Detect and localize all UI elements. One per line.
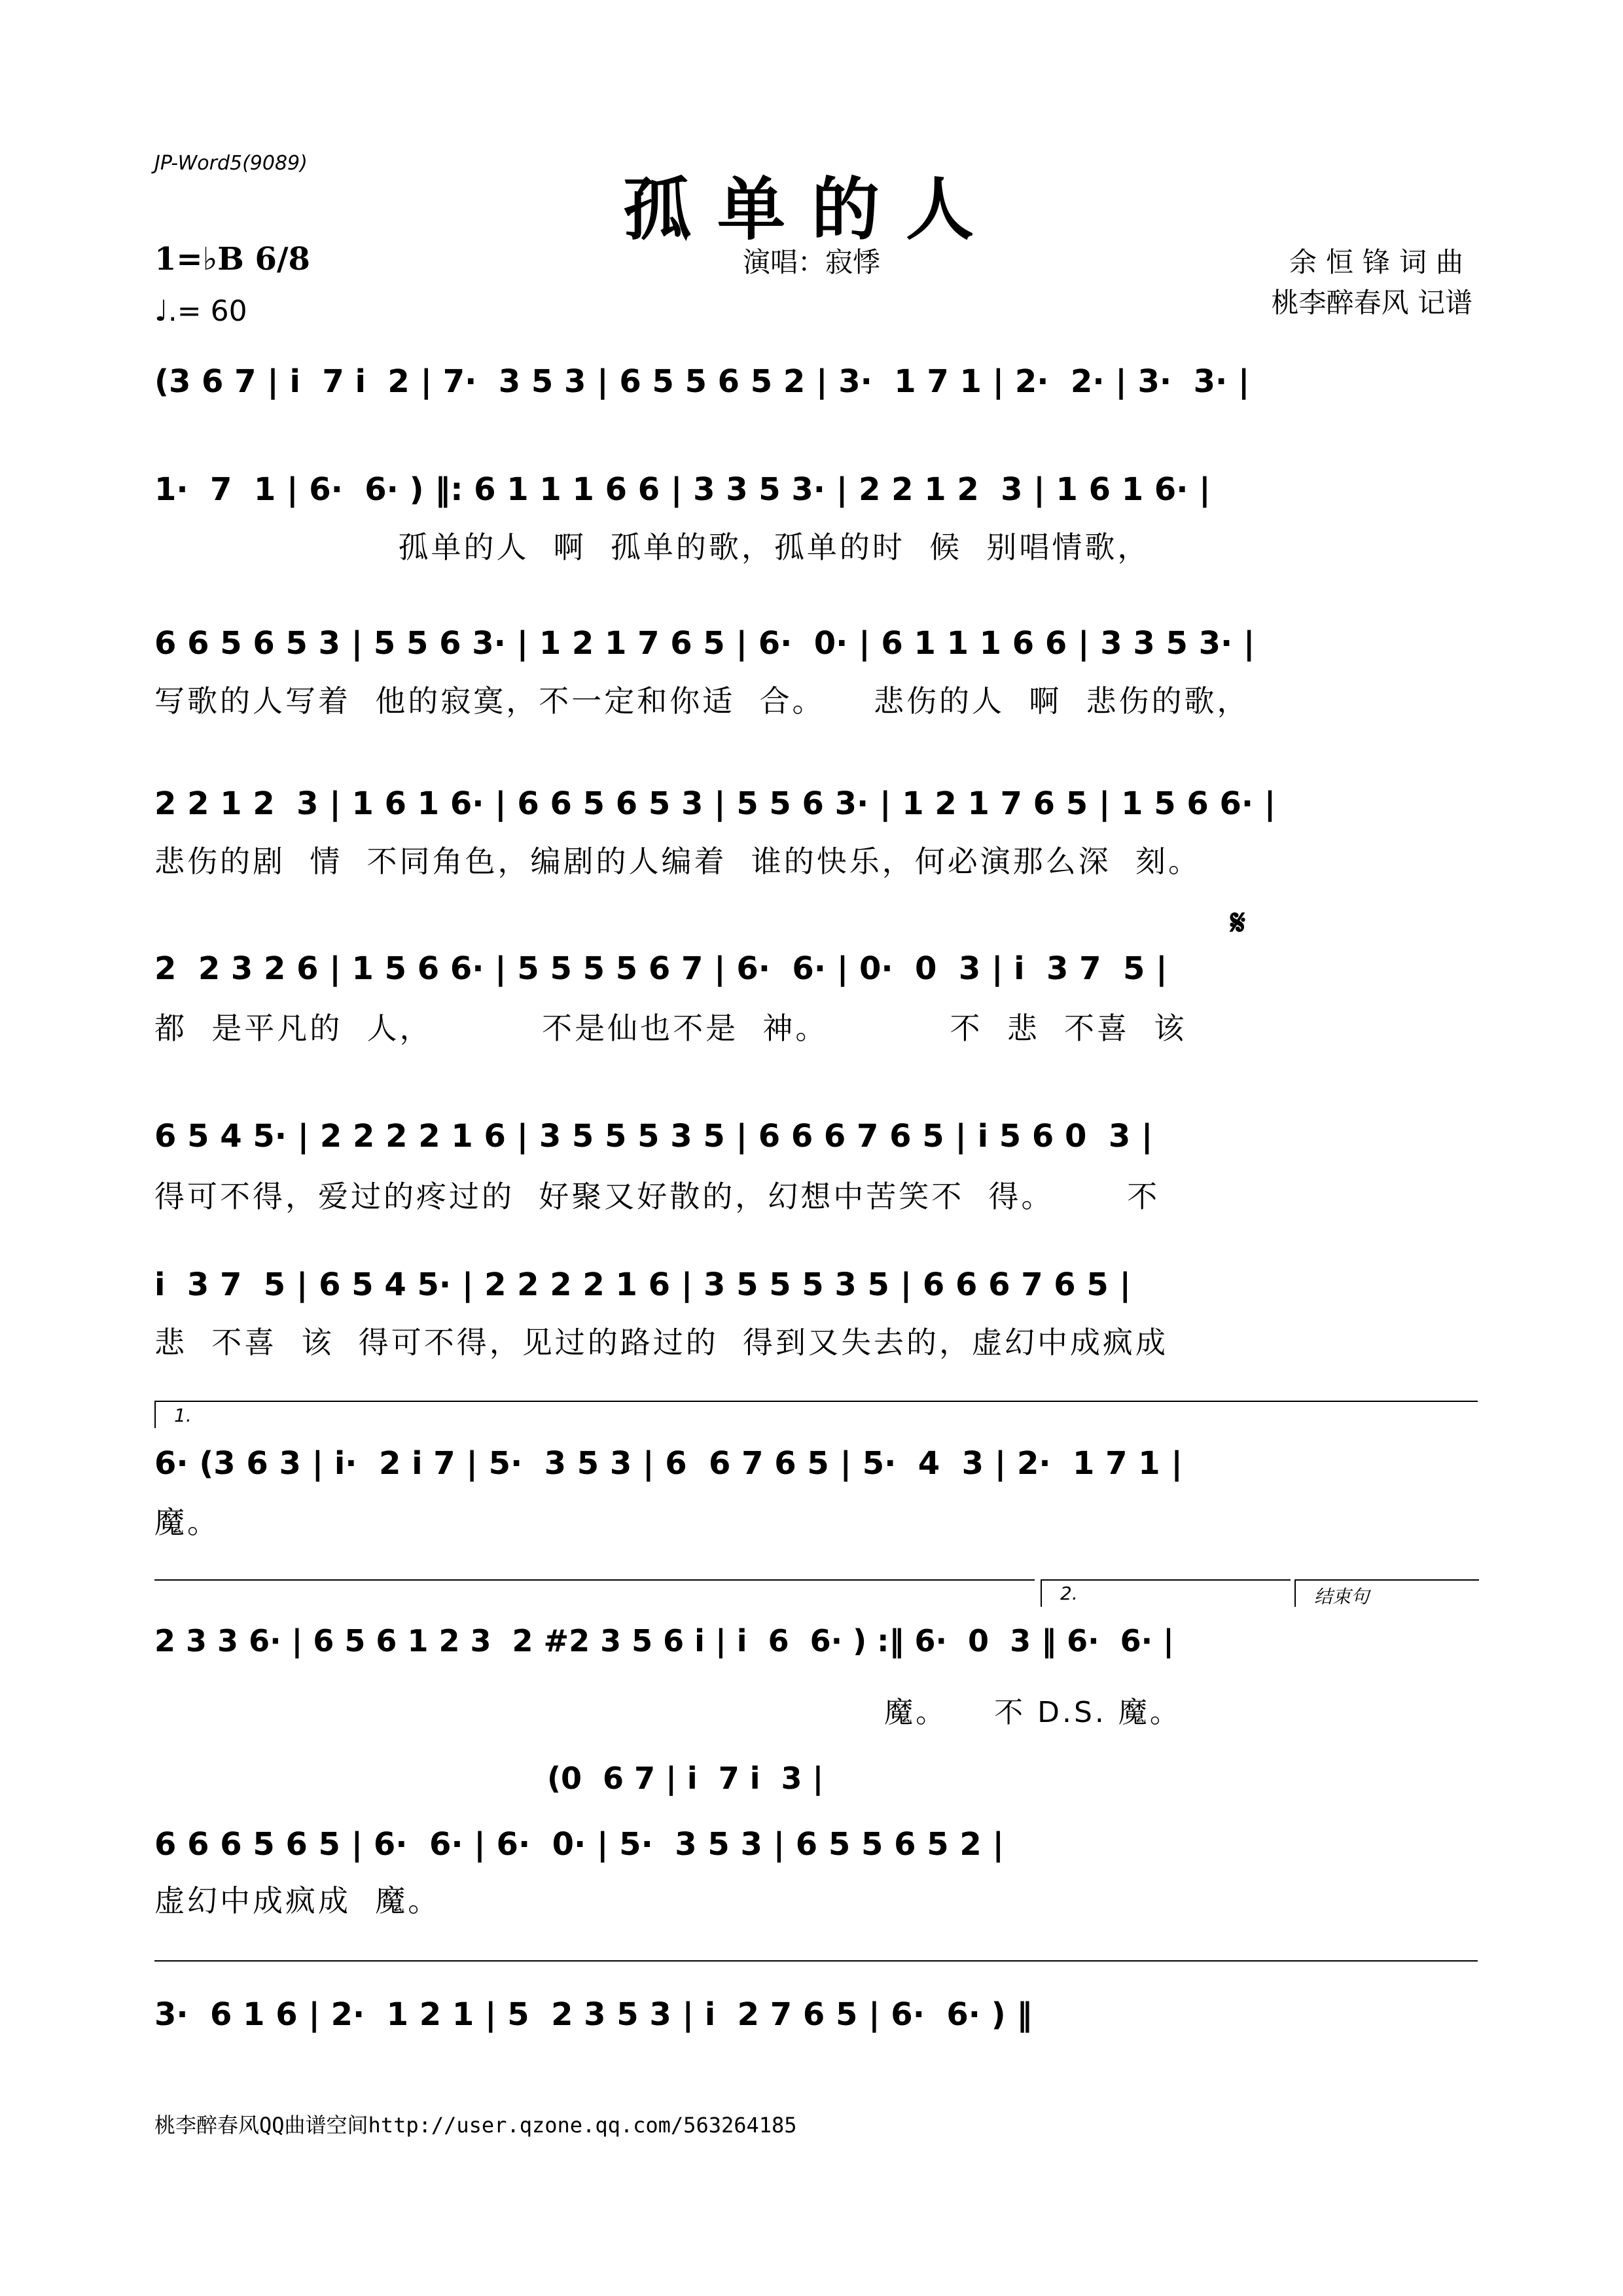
volta-2-label: 2.: [1060, 1583, 1078, 1604]
final-system-line: [154, 1960, 1478, 1962]
lyric-line-5: 都 是平凡的 人， 不是仙也不是 神。 不 悲 不喜 该: [154, 1011, 1187, 1046]
song-title: 孤单的人: [622, 169, 1000, 249]
software-label: JP-Word5(9089): [154, 152, 308, 175]
notation-line-10: 6 6 6 5 6 5 | 6· 6· | 6· 0· | 5· 3 5 3 | 6 5 5 6 5 2 |: [154, 1826, 1004, 1863]
lyric-line-9: 魔。 不 D.S. 魔。: [154, 1696, 1181, 1729]
notation-line-1: (3 6 7 | i 7 i 2 | 7· 3 5 3 | 6 5 5 6 5 2 | 3· 1 7 1 | 2· 2· | 3· 3· |: [154, 363, 1250, 400]
lyric-line-7: 悲 不喜 该 得可不得，见过的路过的 得到又失去的，虚幻中成疯成: [154, 1325, 1168, 1360]
footer-source: 桃李醉春风QQ曲谱空间http://user.qzone.qq.com/563264185: [154, 2113, 797, 2138]
notation-line-11: 3· 6 1 6 | 2· 1 2 1 | 5 2 3 5 3 | i 2 7 6 5 | 6· 6· ) ‖: [154, 1996, 1033, 2033]
notation-line-2: 1· 7 1 | 6· 6· ) ‖: 6 1 1 1 6 6 | 3 3 5 3· | 2 2 1 2 3 | 1 6 1 6· |: [154, 471, 1211, 508]
notation-line-6: 6 5 4 5· | 2 2 2 2 1 6 | 3 5 5 5 3 5 | 6 6 6 7 6 5 | i 5 6 0 3 |: [154, 1118, 1153, 1155]
lyric-line-6: 得可不得，爱过的疼过的 好聚又好散的，幻想中苦笑不 得。 不: [154, 1179, 1160, 1214]
lyric-line-8: 魔。: [154, 1505, 220, 1540]
singer-credit: 演唱：寂悸: [743, 246, 881, 278]
key-signature: 1=♭B 6/8: [154, 241, 310, 278]
tempo-marking: ♩.= 60: [154, 295, 247, 328]
notation-line-4: 2 2 1 2 3 | 1 6 1 6· | 6 6 5 6 5 3 | 5 5 6 3· | 1 2 1 7 6 5 | 1 5 6 6· |: [154, 785, 1276, 822]
ending-label: 结束句: [1314, 1586, 1370, 1607]
notation-line-3: 6 6 5 6 5 3 | 5 5 6 3· | 1 2 1 7 6 5 | 6· 0· | 6 1 1 1 6 6 | 3 3 5 3· |: [154, 625, 1255, 662]
accompaniment-line: (0 6 7 | i 7 i 3 |: [547, 1761, 824, 1796]
notation-line-9: 2 3 3 6· | 6 5 6 1 2 3 2 #2 3 5 6 i | i 6 6· ) :‖ 6· 0 3 ‖ 6· 6· |: [154, 1623, 1174, 1659]
lyric-line-4: 悲伤的剧 情 不同角色，编剧的人编着 谁的快乐，何必演那么深 刻。: [154, 844, 1201, 879]
notation-line-5: 2 2 3 2 6 | 1 5 6 6· | 5 5 5 5 6 7 | 6· 6· | 0· 0 3 | i 3 7 5 |: [154, 950, 1168, 987]
lyric-line-2: 孤单的人 啊 孤单的歌，孤单的时 候 别唱情歌，: [154, 529, 1150, 565]
composer-credit: 余恒锋词曲: [1289, 246, 1472, 278]
lyric-line-10: 虚幻中成疯成 魔。: [154, 1883, 441, 1918]
notation-line-8: 6· (3 6 3 | i· 2 i 7 | 5· 3 5 3 | 6 6 7 6 5 | 5· 4 3 | 2· 1 7 1 |: [154, 1445, 1183, 1482]
transcriber-credit: 桃李醉春风 记谱: [1271, 287, 1472, 319]
volta-1-label: 1.: [174, 1405, 192, 1426]
volta-2-bracket: [1041, 1579, 1291, 1607]
volta-1-continuation: [154, 1579, 1035, 1581]
notation-line-7: i 3 7 5 | 6 5 4 5· | 2 2 2 2 1 6 | 3 5 5 5 3 5 | 6 6 6 7 6 5 |: [154, 1266, 1132, 1303]
volta-1-line: [154, 1401, 1478, 1402]
lyric-line-3: 写歌的人写着 他的寂寞，不一定和你适 合。 悲伤的人 啊 悲伤的歌，: [154, 683, 1250, 719]
segno-sign: 𝄋: [1230, 902, 1246, 943]
volta-1-bracket: [154, 1401, 156, 1428]
